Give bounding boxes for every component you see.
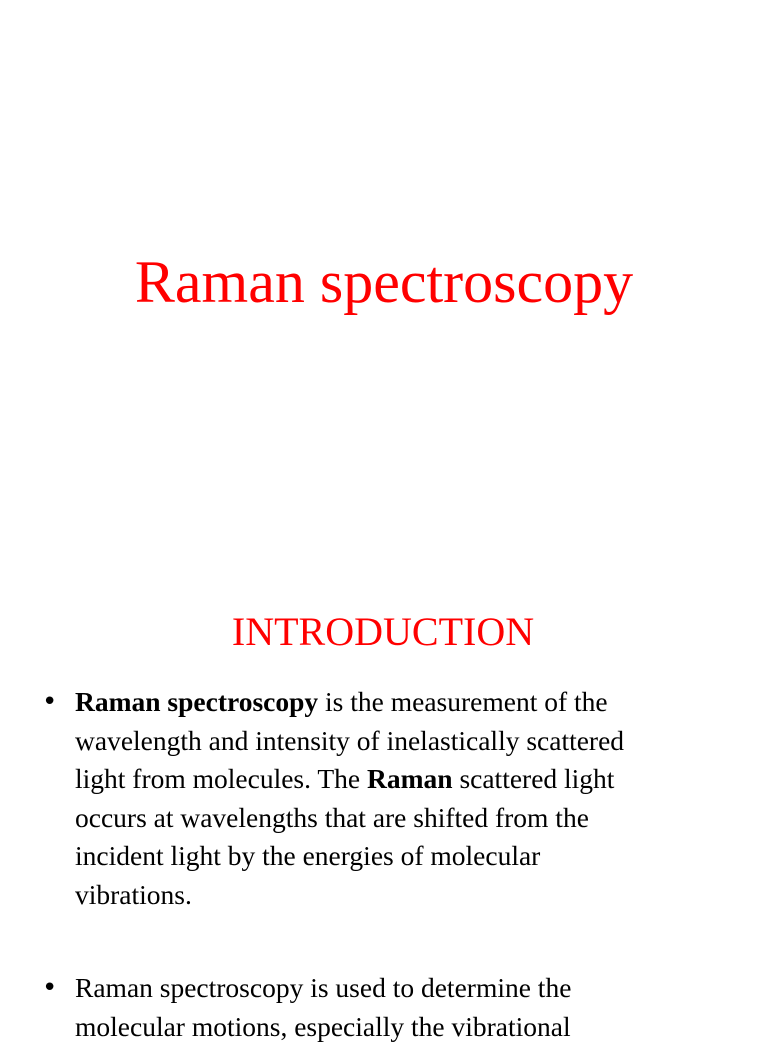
bullet-text: light from molecules. The xyxy=(75,763,367,794)
bullet-line: wavelength and intensity of inelastically scattered xyxy=(75,722,690,761)
slide-title: Raman spectroscopy xyxy=(0,246,768,318)
bold-term: Raman xyxy=(367,763,453,794)
bullet-line: occurs at wavelengths that are shifted from the xyxy=(75,799,690,838)
bullet-text: scattered light xyxy=(453,763,615,794)
bullet-text: is the measurement of the xyxy=(318,686,607,717)
bullet-item xyxy=(40,969,690,1046)
bullet-item xyxy=(40,683,690,914)
bullet-icon: • xyxy=(42,969,57,1008)
bullet-line: molecular motions, especially the vibrational xyxy=(75,1008,690,1046)
bullet-line xyxy=(75,683,690,722)
bullet-line xyxy=(75,760,690,799)
bullet-line: incident light by the energies of molecular xyxy=(75,837,690,876)
bold-term: Raman spectroscopy xyxy=(75,686,318,717)
introduction-slide xyxy=(0,576,768,1024)
bullet-line: Raman spectroscopy is used to determine the xyxy=(75,969,690,1008)
bullet-line: vibrations. xyxy=(75,876,690,915)
bullet-list xyxy=(40,683,690,1046)
section-heading: INTRODUCTION xyxy=(0,606,766,658)
bullet-icon: • xyxy=(42,683,57,722)
